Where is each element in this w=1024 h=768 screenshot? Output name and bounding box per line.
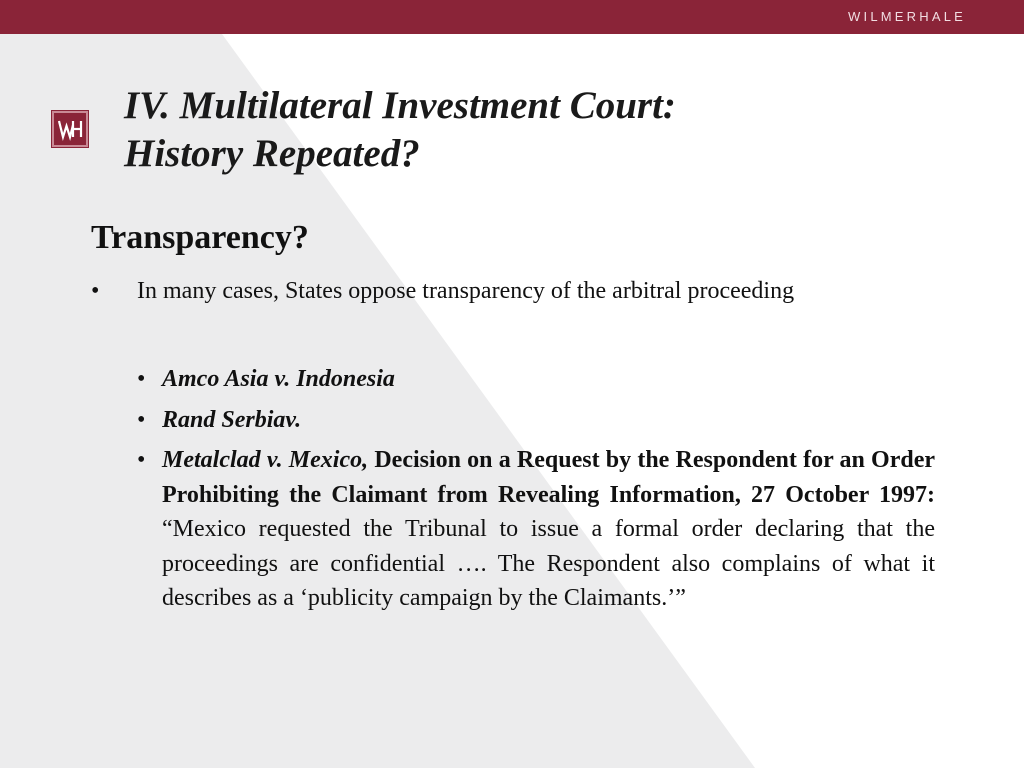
list-item xyxy=(137,443,935,616)
bullet-dot-icon: • xyxy=(137,406,146,433)
list-item xyxy=(137,362,935,397)
section-heading: Transparency? xyxy=(91,219,309,256)
bullet-dot-icon: • xyxy=(91,278,100,304)
bullet-dot-icon: • xyxy=(137,447,146,473)
case-name: Metalclad v. Mexico, xyxy=(162,447,369,473)
case-name: Rand Serbiav. xyxy=(162,406,302,433)
decision-title: Decision on a Request by the Respondent for an Order Prohibiting the Claimant from Revealing Information, 27 October 1997: xyxy=(162,447,935,508)
list-item xyxy=(137,403,935,438)
brand-name: WILMERHALE xyxy=(848,9,966,24)
main-bullet-text: In many cases, States oppose transparency of the arbitral proceeding xyxy=(137,278,795,304)
case-list xyxy=(137,362,935,622)
top-brand-bar xyxy=(0,0,1024,34)
decision-quote: “Mexico requested the Tribunal to issue a formal order declaring that the proceedings are confidential …. The Respondent also complains of what it describes as a ‘publicity campaign by the Claimants.’” xyxy=(162,516,935,611)
wh-logo-icon xyxy=(52,111,88,147)
bullet-dot-icon: • xyxy=(137,366,146,392)
slide-title xyxy=(124,82,676,178)
slide-title-line-1: IV. Multilateral Investment Court: xyxy=(124,84,676,127)
case-name: Amco Asia v. Indonesia xyxy=(162,366,395,392)
slide-title-line-2: History Repeated? xyxy=(124,132,420,175)
